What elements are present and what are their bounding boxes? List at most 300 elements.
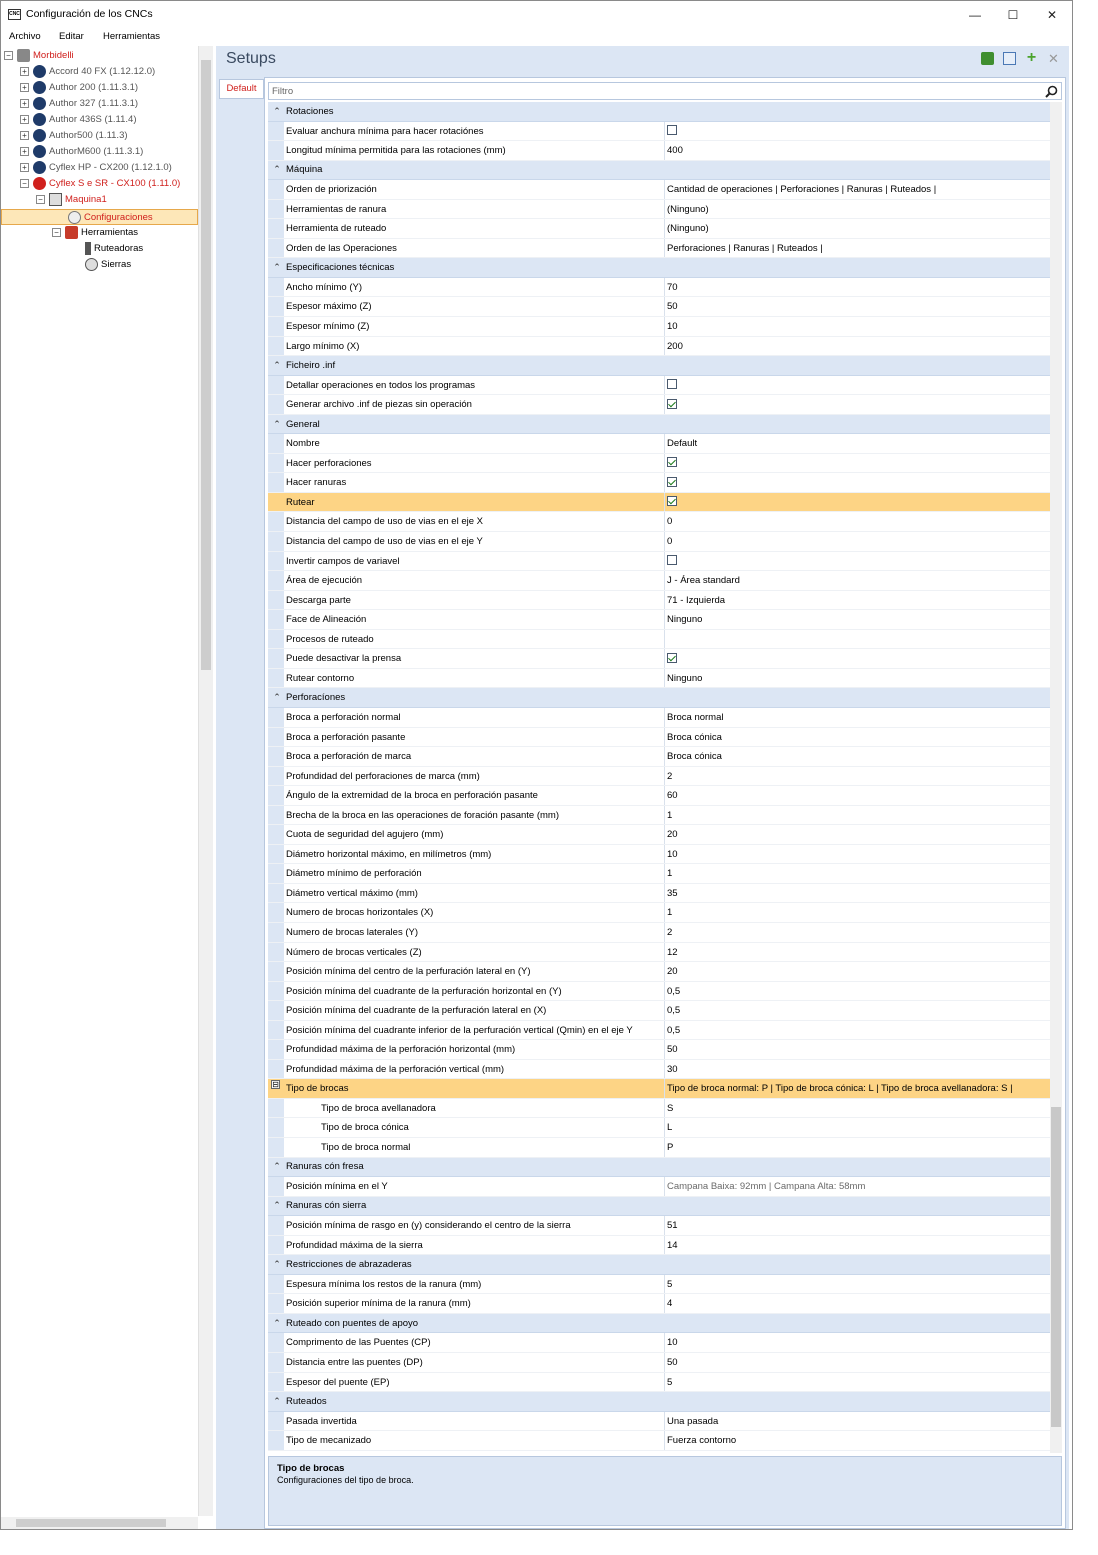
property-value[interactable]: 12 [667,946,678,958]
property-row[interactable] [268,982,1050,1002]
property-grid [268,102,1050,1453]
row-gutter [268,1177,284,1196]
checkbox[interactable] [667,653,677,663]
row-gutter [268,493,284,512]
checkbox[interactable] [667,379,677,389]
tree-item-machine[interactable]: + Author 327 (1.11.3.1) [20,96,138,112]
property-value[interactable]: Default [667,438,698,450]
property-row[interactable] [268,239,1050,259]
property-label: Detallar operaciones en todos los programas [284,376,665,395]
menu-archivo[interactable]: Archivo [9,31,41,42]
property-label: Tipo de broca normal [284,1138,665,1157]
expand-icon[interactable]: + [20,131,29,140]
row-gutter [268,200,284,219]
tree-horizontal-scrollbar[interactable] [1,1517,198,1529]
property-value[interactable]: 1 [667,868,673,880]
collapse-icon[interactable]: − [52,228,61,237]
checkbox[interactable] [667,477,677,487]
category-header[interactable]: ⌃ Especificaciones técnicas [268,258,1050,278]
property-label: Evaluar anchura mínima para hacer rotaciónes [284,122,665,141]
property-value[interactable] [665,395,1050,414]
property-row[interactable] [268,141,1050,161]
row-gutter [268,1294,284,1313]
property-value[interactable]: Broca cónica [667,751,722,763]
row-gutter [268,1333,284,1352]
property-value[interactable]: Ninguno [667,614,703,626]
property-label: Posición mínima del cuadrante de la perfuración lateral en (X) [284,1001,665,1020]
property-row[interactable] [268,1138,1050,1158]
title-bar [1,1,1072,29]
property-row[interactable] [268,806,1050,826]
collapse-icon[interactable]: − [4,51,13,60]
category-header[interactable]: ⌃ Restricciones de abrazaderas [268,1255,1050,1275]
property-row[interactable] [268,1431,1050,1451]
row-gutter [268,708,284,727]
property-value[interactable]: Broca cónica [667,731,722,743]
property-row[interactable] [268,337,1050,357]
tree-item-maquina[interactable]: − Maquina1 [36,192,107,208]
property-row[interactable] [268,1001,1050,1021]
property-label: Herramienta de ruteado [284,219,665,238]
property-label: Broca a perforación pasante [284,728,665,747]
property-value[interactable]: 1 [667,907,673,919]
property-label: Largo mínimo (X) [284,337,665,356]
property-value[interactable]: 14 [667,1239,678,1251]
property-value[interactable]: S [667,1102,674,1114]
property-label: Cuota de seguridad del agujero (mm) [284,825,665,844]
property-label: Área de ejecución [284,571,665,590]
expand-icon[interactable]: + [20,83,29,92]
property-label: Orden de las Operaciones [284,239,665,258]
property-value[interactable]: Una pasada [667,1415,719,1427]
setups-panel [216,46,1069,1529]
property-value[interactable]: 0,5 [667,1005,681,1017]
property-value[interactable] [665,630,1050,649]
property-value[interactable]: 4 [667,1298,673,1310]
property-row[interactable] [268,1079,1050,1099]
property-value[interactable]: 70 [667,281,678,293]
expand-icon[interactable]: + [20,163,29,172]
property-value[interactable]: 50 [667,1044,678,1056]
collapse-icon[interactable]: − [20,179,29,188]
category-header[interactable]: ⌃ Ruteado con puentes de apoyo [268,1314,1050,1334]
add-icon[interactable]: + [1026,49,1037,66]
property-row[interactable] [268,728,1050,748]
property-row[interactable] [268,473,1050,493]
property-row[interactable] [268,297,1050,317]
category-header[interactable]: ⌃ Ranuras cón sierra [268,1197,1050,1217]
property-row[interactable] [268,1021,1050,1041]
property-row[interactable] [268,1099,1050,1119]
property-value[interactable]: Fuerza contorno [667,1435,737,1447]
row-gutter [268,903,284,922]
property-label: Posición mínima del cuadrante inferior de la perfuración vertical (Qmin) en el eje Y [284,1021,665,1040]
cnc-icon [33,113,46,126]
property-value[interactable]: 10 [667,848,678,860]
machine-icon [49,193,62,206]
property-row[interactable] [268,630,1050,650]
property-value[interactable]: Cantidad de operaciones | Perforaciones | Ranuras | Ruteados | [667,184,937,196]
tree-item-machine[interactable]: + Author500 (1.11.3) [20,128,128,144]
property-label: Posición mínima del cuadrante de la perfuración horizontal en (Y) [284,982,665,1001]
property-value[interactable]: 0,5 [667,985,681,997]
property-value[interactable]: Perforaciones | Ranuras | Ruteados | [667,242,823,254]
property-value[interactable] [665,552,1050,571]
row-gutter [268,610,284,629]
property-row[interactable] [268,219,1050,239]
property-row[interactable] [268,1373,1050,1393]
property-value[interactable]: J - Área standard [667,575,740,587]
tree-item-herramientas[interactable]: − Herramientas [52,225,138,241]
property-row[interactable] [268,1294,1050,1314]
menu-editar[interactable]: Editar [59,31,84,42]
tree-item-active-machine[interactable]: − Cyflex S e SR - CX100 (1.11.0) [20,176,180,192]
tree-item-machine[interactable]: + Author 200 (1.11.3.1) [20,80,138,96]
row-gutter [268,278,284,297]
description-panel [268,1456,1062,1526]
row-gutter [268,1412,284,1431]
category-header[interactable]: ⌃ Ficheiro .inf [268,356,1050,376]
scroll-thumb[interactable] [16,1519,166,1527]
property-row[interactable] [268,591,1050,611]
row-gutter [268,649,284,668]
row-gutter [268,1099,284,1118]
menu-herramientas[interactable]: Herramientas [103,31,161,42]
property-row[interactable] [268,1060,1050,1080]
property-row[interactable] [268,552,1050,572]
chevron-up-icon[interactable]: ⌃ [273,1259,281,1270]
property-value[interactable]: 51 [667,1220,678,1232]
property-label: Profundidad máxima de la perforación horizontal (mm) [284,1040,665,1059]
row-gutter [268,962,284,981]
property-label: Diámetro vertical máximo (mm) [284,884,665,903]
property-label: Numero de brocas horizontales (X) [284,903,665,922]
scroll-thumb[interactable] [1051,1107,1061,1427]
property-label: Tipo de mecanizado [284,1431,665,1450]
expand-icon[interactable]: + [20,147,29,156]
property-row[interactable] [268,767,1050,787]
property-value[interactable]: 10 [667,1337,678,1349]
row-gutter [268,1216,284,1235]
property-label: Espesor mínimo (Z) [284,317,665,336]
expand-icon[interactable]: + [20,99,29,108]
property-row[interactable] [268,571,1050,591]
tree-vertical-scrollbar[interactable] [198,46,213,1516]
property-value[interactable]: Tipo de broca normal: P | Tipo de broca cónica: L | Tipo de broca avellanadora: S | [665,1079,1050,1098]
description-title: Tipo de brocas [277,1463,345,1474]
property-value[interactable]: Ninguno [667,672,703,684]
category-header[interactable]: ⌃ Máquina [268,161,1050,181]
row-gutter [268,571,284,590]
property-value[interactable]: 0 [667,536,673,548]
tab-default[interactable]: Default [219,79,264,99]
property-grid-frame [264,77,1066,1529]
property-value[interactable] [665,454,1050,473]
row-gutter [268,1373,284,1392]
property-value[interactable]: 20 [667,829,678,841]
cnc-icon [33,97,46,110]
factory-icon [17,49,30,62]
row-gutter [268,923,284,942]
property-value[interactable]: 5 [667,1376,673,1388]
property-value[interactable]: 50 [667,301,678,313]
property-label: Número de brocas verticales (Z) [284,943,665,962]
property-value[interactable]: (Ninguno) [667,203,709,215]
property-value[interactable]: 50 [667,1357,678,1368]
property-label: Broca a perforación de marca [284,747,665,766]
property-label: Ángulo de la extremidad de la broca en perforación pasante [284,786,665,805]
category-header[interactable]: ⌃ Ranuras cón fresa [268,1158,1050,1178]
property-value[interactable]: Campana Baixa: 92mm | Campana Alta: 58mm [667,1181,866,1193]
property-label: Diámetro horizontal máximo, en milímetros (mm) [284,845,665,864]
property-label: Invertir campos de variavel [284,552,665,571]
property-row[interactable] [268,532,1050,552]
row-gutter [268,180,284,199]
row-gutter [268,884,284,903]
chevron-up-icon[interactable]: ⌃ [273,262,281,273]
property-row[interactable] [268,669,1050,689]
property-label: Numero de brocas laterales (Y) [284,923,665,942]
property-row[interactable] [268,278,1050,298]
property-row[interactable] [268,180,1050,200]
property-row[interactable] [268,493,1050,513]
property-row[interactable] [268,200,1050,220]
cnc-icon [33,81,46,94]
property-row[interactable] [268,395,1050,415]
row-gutter [268,1118,284,1137]
row-gutter [268,747,284,766]
checkbox[interactable] [667,399,677,409]
property-value[interactable]: 2 [667,770,673,782]
property-row[interactable] [268,1118,1050,1138]
minimize-button[interactable]: — [969,8,981,22]
row-gutter [268,630,284,649]
grid-vertical-scrollbar[interactable] [1050,102,1062,1453]
property-row[interactable] [268,122,1050,142]
property-label: Distancia del campo de uso de vias en el eje Y [284,532,665,551]
row-gutter [268,1060,284,1079]
delete-icon[interactable]: ✕ [1048,51,1059,66]
chevron-up-icon[interactable]: ⌃ [273,1200,281,1211]
chevron-up-icon[interactable]: ⌃ [273,1317,281,1328]
property-row[interactable] [268,1216,1050,1236]
row-gutter [268,1138,284,1157]
tree-item-ruteadoras[interactable]: Ruteadoras [85,241,143,257]
cnc-icon [33,145,46,158]
property-row[interactable] [268,317,1050,337]
close-button[interactable]: ✕ [1046,8,1058,22]
property-label: Espesura mínima los restos de la ranura (mm) [284,1275,665,1294]
property-row[interactable] [268,1353,1050,1373]
page-title: Setups [226,50,276,67]
scroll-thumb[interactable] [201,60,211,670]
property-value[interactable]: 0,5 [667,1024,681,1036]
property-row[interactable] [268,1236,1050,1256]
property-row[interactable] [268,943,1050,963]
property-row[interactable] [268,610,1050,630]
property-value[interactable]: 60 [667,790,678,802]
property-value[interactable]: L [667,1122,673,1134]
property-label: Rutear [284,493,665,512]
property-label: Profundidad máxima de la sierra [284,1236,665,1255]
chevron-up-icon[interactable]: ⌃ [273,105,281,116]
property-value[interactable] [665,473,1050,492]
category-header[interactable]: ⌃ Rotaciones [268,102,1050,122]
property-row[interactable] [268,434,1050,454]
property-label: Puede desactivar la prensa [284,649,665,668]
chevron-up-icon[interactable]: ⌃ [273,1395,281,1406]
checkbox[interactable] [667,457,677,467]
property-row[interactable] [268,962,1050,982]
tree-item-machine[interactable]: + AuthorM600 (1.11.3.1) [20,144,143,160]
copy-icon[interactable] [1003,52,1016,65]
collapse-icon[interactable]: − [36,195,45,204]
info-icon[interactable] [981,52,994,65]
property-row[interactable] [268,512,1050,532]
tree-item-machine[interactable]: + Accord 40 FX (1.12.12.0) [20,64,155,80]
row-gutter [268,786,284,805]
tree-item-machine[interactable]: + Author 436S (1.11.4) [20,112,137,128]
filter-input[interactable] [268,82,1062,100]
row-gutter [268,239,284,258]
property-value[interactable]: 5 [667,1278,673,1290]
row-gutter [268,317,284,336]
property-row[interactable] [268,845,1050,865]
row-gutter [268,728,284,747]
chevron-up-icon[interactable]: ⌃ [273,1161,281,1172]
property-row[interactable] [268,903,1050,923]
property-row[interactable] [268,825,1050,845]
row-gutter [268,669,284,688]
cnc-icon [33,65,46,78]
property-value[interactable]: 2 [667,926,673,938]
row-gutter [268,473,284,492]
category-header[interactable]: ⌃ Perforacíones [268,688,1050,708]
tree-item-configuraciones[interactable]: Configuraciones [1,209,198,225]
property-row[interactable] [268,454,1050,474]
property-value[interactable]: Broca normal [667,711,724,723]
row-gutter [268,1040,284,1059]
property-value[interactable]: 1 [667,809,673,821]
property-label: Espesor máximo (Z) [284,297,665,316]
expand-icon[interactable]: + [20,115,29,124]
expand-icon[interactable]: + [20,67,29,76]
chevron-up-icon[interactable]: ⌃ [273,359,281,370]
property-label: Face de Alineación [284,610,665,629]
filter-placeholder: Filtro [272,86,294,97]
collapse-icon[interactable]: ⊟ [272,1080,279,1090]
property-value[interactable]: 71 - Izquierda [667,594,726,606]
property-value[interactable] [665,376,1050,395]
tree-item-sierras[interactable]: Sierras [85,257,131,273]
property-row[interactable] [268,747,1050,767]
machine-tree [1,46,214,1529]
property-label: Distancia entre las puentes (DP) [284,1353,665,1372]
property-value[interactable]: 0 [667,516,673,528]
row-gutter [268,864,284,883]
property-row[interactable] [268,864,1050,884]
property-row[interactable] [268,1412,1050,1432]
property-label: Profundidad del perforaciones de marca (mm) [284,767,665,786]
row-gutter [268,1021,284,1040]
category-header[interactable]: ⌃ Ruteados [268,1392,1050,1412]
property-value[interactable]: (Ninguno) [667,223,709,235]
property-value[interactable] [665,122,1050,141]
property-value[interactable]: 200 [667,340,683,352]
row-gutter [268,1001,284,1020]
row-gutter [268,1353,284,1372]
property-row[interactable] [268,1177,1050,1197]
chevron-up-icon[interactable]: ⌃ [273,418,281,429]
maximize-button[interactable]: ☐ [1007,8,1019,22]
property-value[interactable] [665,493,1050,512]
cnc-icon [33,177,46,190]
property-value[interactable]: 35 [667,887,678,899]
row-gutter [268,395,284,414]
property-label: Comprimento de las Puentes (CP) [284,1333,665,1352]
checkbox[interactable] [667,555,677,565]
property-label: Nombre [284,434,665,453]
property-label: Posición superior mínima de la ranura (mm) [284,1294,665,1313]
property-label: Hacer ranuras [284,473,665,492]
property-label: Tipo de brocas [284,1079,665,1098]
category-header[interactable]: ⌃ General [268,415,1050,435]
row-gutter [268,297,284,316]
checkbox[interactable] [667,125,677,135]
cnc-icon [33,129,46,142]
property-value[interactable]: 400 [667,145,683,157]
property-label: Diámetro mínimo de perforación [284,864,665,883]
property-label: Brecha de la broca en las operaciones de foración pasante (mm) [284,806,665,825]
tree-root[interactable]: − Morbidelli [4,48,74,64]
app-icon: CNC [8,9,21,20]
property-row[interactable] [268,923,1050,943]
cnc-icon [33,161,46,174]
property-label: Distancia del campo de uso de vias en el eje X [284,512,665,531]
property-row[interactable] [268,376,1050,396]
property-label: Rutear contorno [284,669,665,688]
property-row[interactable] [268,649,1050,669]
property-row[interactable] [268,708,1050,728]
search-icon[interactable] [1045,85,1058,98]
chevron-up-icon[interactable]: ⌃ [273,692,281,703]
description-text: Configuraciones del tipo de broca. [277,1475,414,1485]
property-value[interactable] [665,649,1050,668]
property-label: Posición mínima de rasgo en (y) considerando el centro de la sierra [284,1216,665,1235]
chevron-up-icon[interactable]: ⌃ [273,164,281,175]
row-gutter [268,845,284,864]
row-gutter [268,219,284,238]
property-value[interactable]: 20 [667,966,678,978]
property-row[interactable] [268,884,1050,904]
property-row[interactable] [268,1333,1050,1353]
tree-item-machine[interactable]: + Cyflex HP - CX200 (1.12.1.0) [20,160,172,176]
row-gutter [268,591,284,610]
property-value[interactable]: 30 [667,1063,678,1075]
property-row[interactable] [268,1275,1050,1295]
property-row[interactable] [268,1040,1050,1060]
property-row[interactable] [268,786,1050,806]
row-gutter [268,512,284,531]
property-label: Generar archivo .inf de piezas sin operación [284,395,665,414]
row-gutter [268,1079,284,1098]
checkbox[interactable] [667,496,677,506]
property-value[interactable]: 10 [667,321,678,333]
property-label: Descarga parte [284,591,665,610]
row-gutter [268,454,284,473]
property-value[interactable]: P [667,1141,674,1153]
row-gutter [268,552,284,571]
